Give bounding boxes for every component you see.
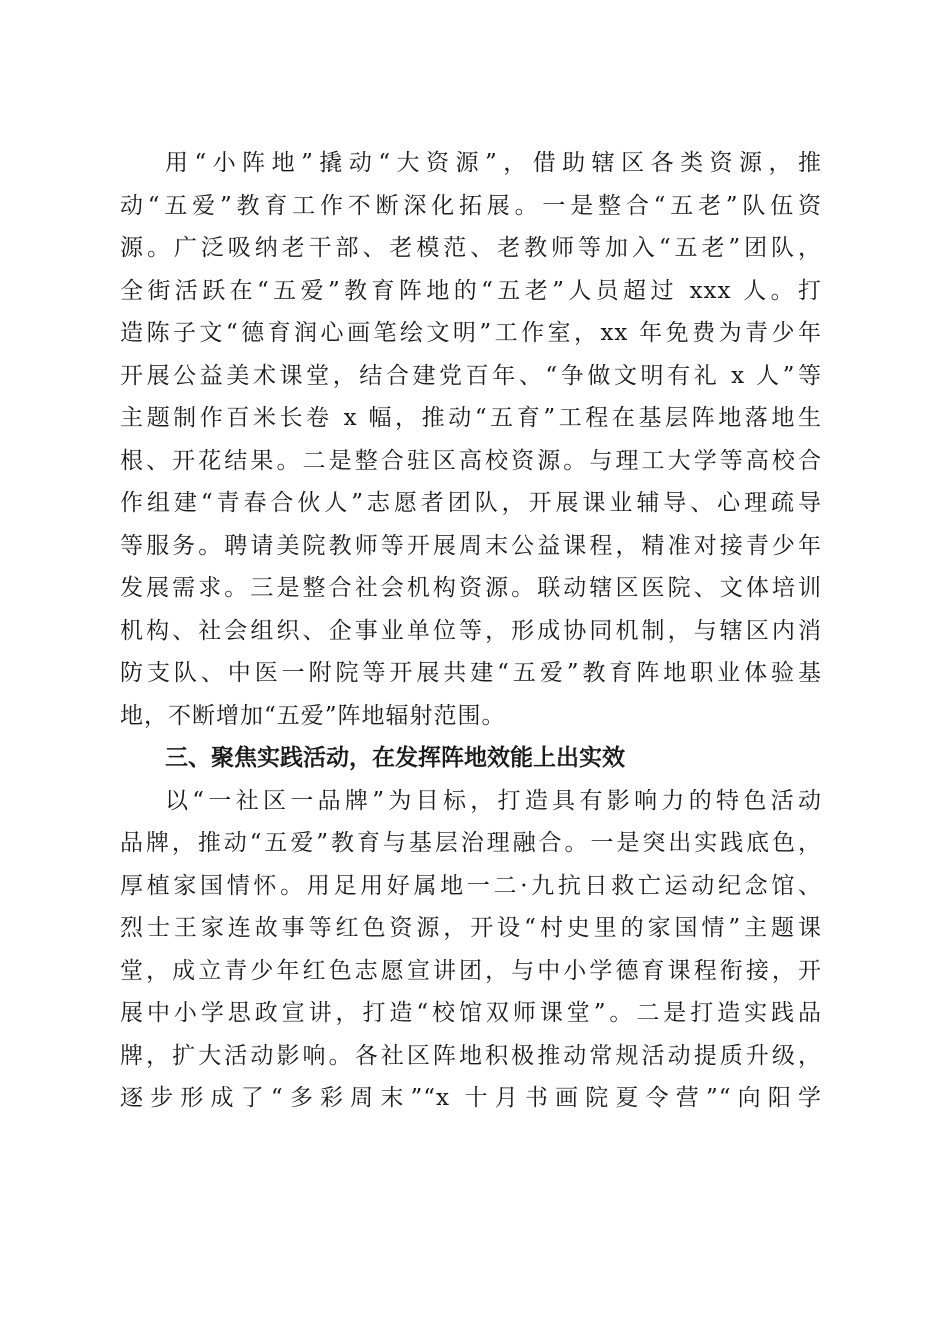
text-line: 发展需求。三是整合社会机构资源。联动辖区医院、文体培训 [120, 575, 822, 601]
text-line: 开展公益美术课堂，结合建党百年、“争做文明有礼 x 人”等 [120, 362, 822, 389]
text-line: 机构、社会组织、企事业单位等，形成协同机制，与辖区内消 [120, 617, 822, 644]
text-line: 展中小学思政宣讲，打造“校馆双师课堂”。二是打造实践品 [120, 1000, 822, 1026]
text-line: 等服务。聘请美院教师等开展周末公益课程，精准对接青少年 [120, 532, 822, 559]
text-line: 烈士王家连故事等红色资源，开设“村史里的家国情”主题课 [120, 915, 822, 941]
text-line: 造陈子文“德育润心画笔绘文明”工作室，xx 年免费为青少年 [120, 320, 822, 346]
text-line: 动“五爱”教育工作不断深化拓展。一是整合“五老”队伍资 [120, 192, 822, 219]
text-line: 以“一社区一品牌”为目标，打造具有影响力的特色活动 [165, 787, 822, 814]
text-line: 牌，扩大活动影响。各社区阵地积极推动常规活动提质升级， [120, 1042, 822, 1069]
section-heading: 三、聚焦实践活动，在发挥阵地效能上出实效 [165, 745, 625, 771]
paragraph-practice-activities [120, 780, 822, 1120]
text-line: 作组建“青春合伙人”志愿者团队，开展课业辅导、心理疏导 [120, 490, 822, 516]
text-line: 地，不断增加“五爱”阵地辐射范围。 [120, 702, 506, 729]
text-line: 源。广泛吸纳老干部、老模范、老教师等加入“五老”团队， [120, 235, 822, 261]
text-line: 防支队、中医一附院等开展共建“五爱”教育阵地职业体验基 [120, 660, 822, 686]
document-page [120, 142, 822, 1120]
text-line: 堂，成立青少年红色志愿宣讲团，与中小学德育课程衔接，开 [120, 957, 822, 984]
text-line: 用“小阵地”撬动“大资源”，借助辖区各类资源，推 [165, 150, 822, 176]
text-line: 主题制作百米长卷 x 幅，推动“五育”工程在基层阵地落地生 [120, 405, 822, 431]
paragraph-resource-integration [120, 142, 822, 737]
text-line: 全街活跃在“五爱”教育阵地的“五老”人员超过 xxx 人。打 [120, 277, 822, 304]
text-line: 厚植家国情怀。用足用好属地一二·九抗日救亡运动纪念馆、 [120, 872, 822, 899]
text-line: 根、开花结果。二是整合驻区高校资源。与理工大学等高校合 [120, 447, 822, 474]
text-line: 品牌，推动“五爱”教育与基层治理融合。一是突出实践底色， [120, 830, 822, 856]
text-line: 逐步形成了“多彩周末”“x 十月书画院夏令营”“向阳学 [120, 1085, 822, 1111]
